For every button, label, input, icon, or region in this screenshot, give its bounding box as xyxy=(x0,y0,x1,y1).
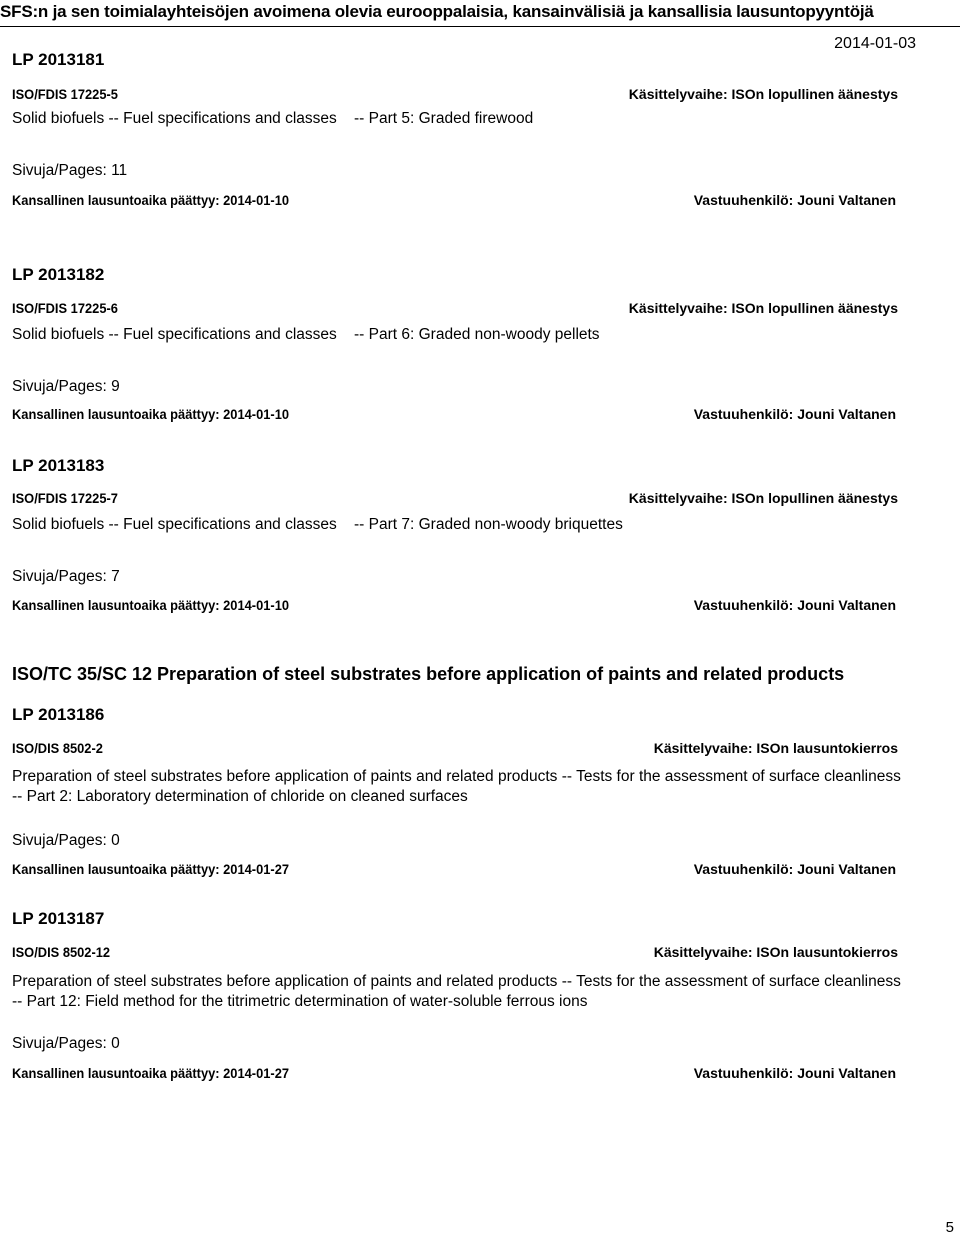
entry-id: LP 2013186 xyxy=(12,705,105,724)
page-count: Sivuja/Pages: 9 xyxy=(12,378,120,395)
responsible-person: Vastuuhenkilö: Jouni Valtanen xyxy=(693,861,896,877)
document-date: 2014-01-03 xyxy=(834,35,916,52)
page-count: Sivuja/Pages: 7 xyxy=(12,568,120,585)
deadline: Kansallinen lausuntoaika päättyy: 2014-01-27 xyxy=(12,1065,290,1081)
responsible-person: Vastuuhenkilö: Jouni Valtanen xyxy=(693,406,896,422)
standard-id: ISO/DIS 8502-2 xyxy=(12,740,103,756)
entry-id: LP 2013183 xyxy=(12,456,105,475)
stage-label: Käsittelyvaihe: ISOn lausuntokierros xyxy=(653,740,898,756)
entry-title: Preparation of steel substrates before application of paints and related products -- Tests for the assessment of surface cleanliness -- Part 2: Laboratory determination of chloride on cleaned surfaces xyxy=(12,768,919,805)
standard-id: ISO/DIS 8502-12 xyxy=(12,944,111,960)
stage-label: Käsittelyvaihe: ISOn lopullinen äänestys xyxy=(628,300,898,316)
entry-title: Solid biofuels -- Fuel specifications and classes -- Part 6: Graded non-woody pellets xyxy=(12,326,600,343)
responsible-person: Vastuuhenkilö: Jouni Valtanen xyxy=(693,597,896,613)
entry-title: Solid biofuels -- Fuel specifications and classes -- Part 5: Graded firewood xyxy=(12,110,534,127)
section-heading: ISO/TC 35/SC 12 Preparation of steel substrates before application of paints and related products xyxy=(12,664,845,684)
stage-label: Käsittelyvaihe: ISOn lopullinen äänestys xyxy=(628,490,898,506)
entry-id: LP 2013182 xyxy=(12,265,105,284)
header-divider xyxy=(0,26,960,27)
page-count: Sivuja/Pages: 0 xyxy=(12,1035,120,1052)
entry-title: Preparation of steel substrates before application of paints and related products -- Tests for the assessment of surface cleanliness -- Part 12: Field method for the titrimetric determination of water-soluble ferrous ions xyxy=(12,973,919,1010)
entry-id: LP 2013187 xyxy=(12,909,105,928)
stage-label: Käsittelyvaihe: ISOn lopullinen äänestys xyxy=(628,86,898,102)
entry-id: LP 2013181 xyxy=(12,50,105,69)
page-count: Sivuja/Pages: 0 xyxy=(12,832,120,849)
document-title: SFS:n ja sen toimialayhteisöjen avoimena olevia eurooppalaisia, kansainvälisiä ja kansallisia lausuntopyyntöjä xyxy=(0,2,874,21)
standard-id: ISO/FDIS 17225-7 xyxy=(12,490,118,506)
standard-id: ISO/FDIS 17225-6 xyxy=(12,300,118,316)
deadline: Kansallinen lausuntoaika päättyy: 2014-01-10 xyxy=(12,192,290,208)
page-count: Sivuja/Pages: 11 xyxy=(12,162,128,179)
deadline: Kansallinen lausuntoaika päättyy: 2014-01-10 xyxy=(12,406,290,422)
responsible-person: Vastuuhenkilö: Jouni Valtanen xyxy=(693,1065,896,1081)
page-number: 5 xyxy=(945,1219,954,1236)
stage-label: Käsittelyvaihe: ISOn lausuntokierros xyxy=(653,944,898,960)
entry-title: Solid biofuels -- Fuel specifications and classes -- Part 7: Graded non-woody briquettes xyxy=(12,516,623,533)
deadline: Kansallinen lausuntoaika päättyy: 2014-01-10 xyxy=(12,597,290,613)
deadline: Kansallinen lausuntoaika päättyy: 2014-01-27 xyxy=(12,861,290,877)
responsible-person: Vastuuhenkilö: Jouni Valtanen xyxy=(693,192,896,208)
standard-id: ISO/FDIS 17225-5 xyxy=(12,86,118,102)
